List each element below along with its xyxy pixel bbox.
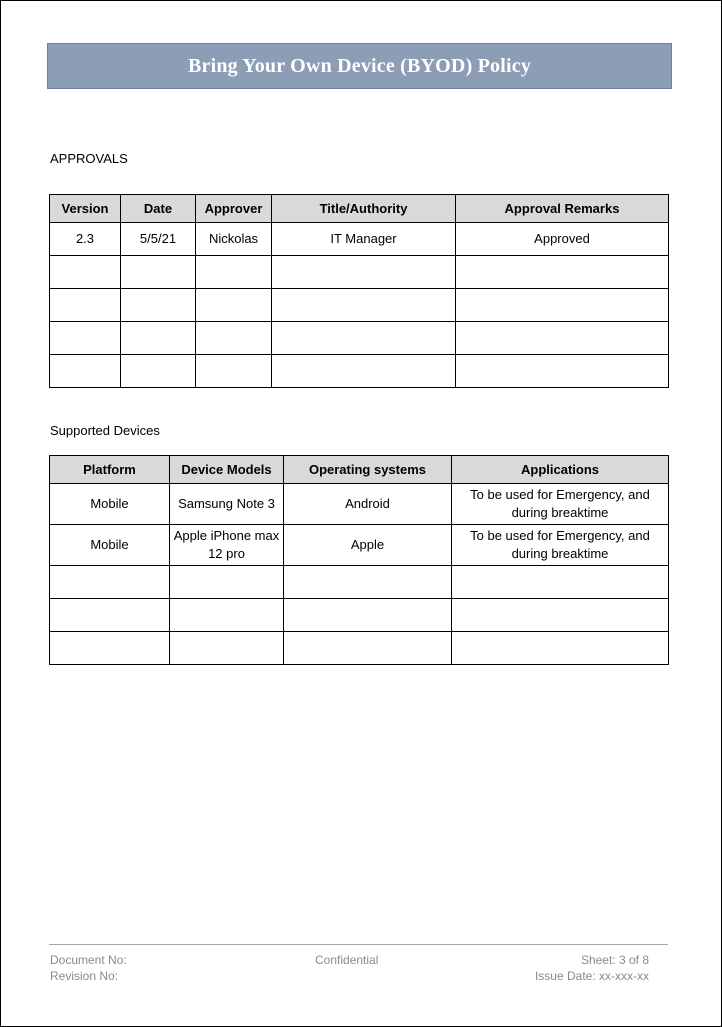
column-header-applications: Applications [452,456,669,484]
title-authority-cell [272,256,456,289]
page-title: Bring Your Own Device (BYOD) Policy [187,54,532,77]
title-banner [47,43,672,89]
version-cell [50,289,121,322]
table-row [50,355,669,388]
approver-cell [196,289,272,322]
device-model-cell [170,566,284,599]
operating-system-cell: Apple [284,525,452,566]
version-cell: 2.3 [50,223,121,256]
operating-system-cell [284,632,452,665]
title-authority-cell [272,289,456,322]
approvals-label: APPROVALS [50,151,128,166]
version-cell [50,322,121,355]
operating-system-cell [284,566,452,599]
approver-cell [196,355,272,388]
column-header-approver: Approver [196,195,272,223]
devices-header-row [50,456,669,484]
approver-cell [196,256,272,289]
platform-cell: Mobile [50,484,170,525]
approver-cell: Nickolas [196,223,272,256]
applications-cell [452,599,669,632]
platform-cell: Mobile [50,525,170,566]
table-row [50,566,669,599]
approval-remarks-cell [456,322,669,355]
applications-cell [452,566,669,599]
title-authority-cell [272,355,456,388]
approval-remarks-cell [456,289,669,322]
column-header-operating-systems: Operating systems [284,456,452,484]
approvals-table [49,194,669,388]
footer-divider [49,944,668,945]
version-cell [50,355,121,388]
approval-remarks-cell [456,256,669,289]
device-model-cell [170,599,284,632]
revision-number-label: Revision No: [50,969,119,983]
approver-cell [196,322,272,355]
version-cell [50,256,121,289]
column-header-platform: Platform [50,456,170,484]
platform-cell [50,632,170,665]
table-row [50,525,669,566]
table-row [50,484,669,525]
table-row [50,289,669,322]
column-header-title-authority: Title/Authority [272,195,456,223]
confidential-label: Confidential [315,953,379,967]
document-number-label: Document No: [50,953,127,967]
platform-cell [50,599,170,632]
column-header-approval-remarks: Approval Remarks [456,195,669,223]
approval-remarks-cell [456,355,669,388]
title-authority-cell [272,322,456,355]
approvals-header-row [50,195,669,223]
date-cell: 5/5/21 [121,223,196,256]
table-row [50,256,669,289]
applications-cell: To be used for Emergency, and during breaktime [452,484,669,525]
operating-system-cell [284,599,452,632]
column-header-device-models: Device Models [170,456,284,484]
column-header-date: Date [121,195,196,223]
platform-cell [50,566,170,599]
sheet-number: Sheet: 3 of 8 [580,953,649,967]
supported-devices-table [49,455,669,665]
table-row [50,632,669,665]
applications-cell: To be used for Emergency, and during breaktime [452,525,669,566]
table-row [50,223,669,256]
device-model-cell: Samsung Note 3 [170,484,284,525]
date-cell [121,355,196,388]
date-cell [121,322,196,355]
supported-devices-label: Supported Devices [50,423,160,438]
operating-system-cell: Android [284,484,452,525]
date-cell [121,289,196,322]
device-model-cell: Apple iPhone max 12 pro [170,525,284,566]
date-cell [121,256,196,289]
table-row [50,322,669,355]
issue-date: Issue Date: xx-xxx-xx [534,969,649,983]
table-row [50,599,669,632]
column-header-version: Version [50,195,121,223]
applications-cell [452,632,669,665]
approval-remarks-cell: Approved [456,223,669,256]
device-model-cell [170,632,284,665]
title-authority-cell: IT Manager [272,223,456,256]
